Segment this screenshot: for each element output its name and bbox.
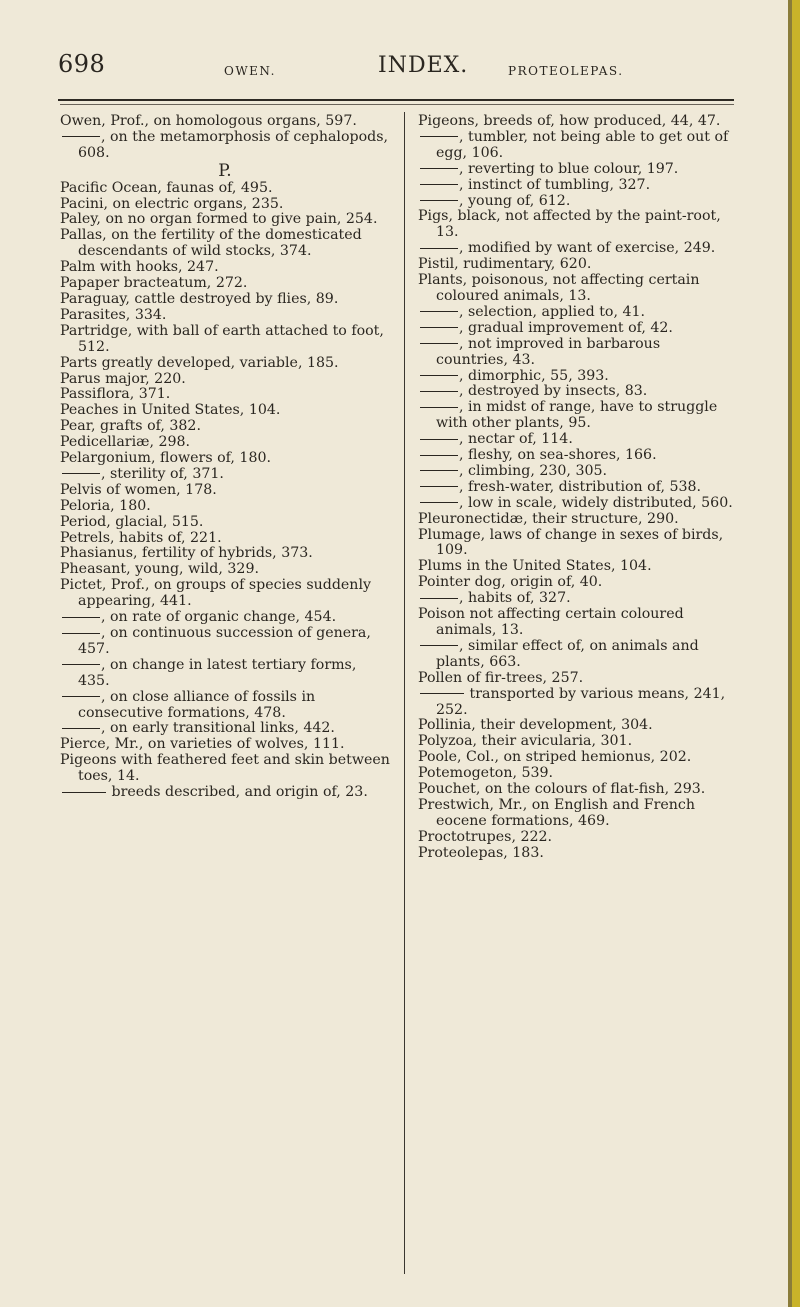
entry-text: Pictet, Prof., on groups of species suddenly appearing, 441. — [60, 577, 371, 610]
entry-text: , reverting to blue colour, 197. — [459, 160, 679, 177]
repeat-dash — [420, 327, 458, 328]
entry-text: , gradual improvement of, 42. — [459, 319, 673, 336]
index-entry — [60, 419, 390, 435]
index-entry — [60, 181, 390, 197]
index-entry — [418, 718, 736, 734]
index-entry — [60, 753, 390, 785]
index-entry — [418, 846, 736, 862]
entry-text: , similar effect of, on animals and plants, 663. — [436, 637, 699, 670]
repeat-dash — [420, 168, 458, 169]
repeat-dash — [420, 200, 458, 201]
index-entry — [418, 750, 736, 766]
repeat-dash — [420, 375, 458, 376]
repeat-dash — [420, 407, 458, 408]
entry-text: Proctotrupes, 222. — [418, 828, 553, 845]
entry-text: , on early transitional links, 442. — [101, 720, 335, 737]
index-entry — [418, 528, 736, 560]
entry-text: , tumbler, not being able to get out of egg, 106. — [436, 128, 729, 161]
index-entry — [418, 734, 736, 750]
index-entry — [60, 292, 390, 308]
repeat-dash — [420, 391, 458, 392]
column-divider — [404, 112, 405, 1274]
index-subentry — [418, 241, 736, 257]
entry-text: Pallas, on the fertility of the domesticated descendants of wild stocks, 374. — [60, 227, 362, 260]
entry-text: Peaches in United States, 104. — [60, 402, 281, 419]
entry-text: Plumage, laws of change in sexes of birds, 109. — [418, 526, 724, 559]
entry-text: Pedicellariæ, 298. — [60, 434, 191, 451]
entry-text: Passiflora, 371. — [60, 386, 171, 403]
index-subentry — [418, 305, 736, 321]
entry-text: , on continuous succession of genera, 457. — [78, 625, 371, 657]
index-column-left — [60, 114, 390, 801]
entry-text: Prestwich, Mr., on English and French eocene formations, 469. — [418, 796, 695, 829]
entry-text: , instinct of tumbling, 327. — [459, 176, 651, 193]
entry-text: , on the metamorphosis of cephalopods, 608. — [78, 128, 389, 161]
repeat-dash — [62, 664, 100, 665]
index-entry — [60, 737, 390, 753]
entry-text: , fleshy, on sea-shores, 166. — [459, 447, 657, 464]
header-rule — [58, 99, 734, 101]
entry-text: , modified by want of exercise, 249. — [459, 240, 716, 257]
index-entry — [60, 114, 390, 130]
index-entry — [60, 578, 390, 610]
entry-text: Pollinia, their development, 304. — [418, 717, 653, 734]
index-entry — [60, 387, 390, 403]
index-entry — [418, 512, 736, 528]
index-subentry — [418, 384, 736, 400]
header-rule-thin — [60, 104, 734, 105]
entry-text: Period, glacial, 515. — [60, 513, 204, 530]
entry-text: , habits of, 327. — [459, 590, 571, 607]
entry-text: Pheasant, young, wild, 329. — [60, 561, 259, 578]
index-subentry — [60, 690, 390, 722]
entry-text: , nectar of, 114. — [459, 431, 573, 448]
index-entry — [418, 830, 736, 846]
entry-text: Pigs, black, not affected by the paint-root, 13. — [418, 208, 721, 241]
entry-text: Proteolepas, 183. — [418, 844, 544, 861]
entry-text: Palm with hooks, 247. — [60, 259, 219, 276]
index-entry — [60, 197, 390, 213]
page-number: 698 — [58, 50, 106, 78]
entry-text: Pacific Ocean, faunas of, 495. — [60, 179, 273, 196]
repeat-dash — [420, 693, 464, 694]
index-subentry — [60, 626, 390, 658]
index-subentry — [418, 496, 736, 512]
index-subentry — [418, 369, 736, 385]
entry-text: Phasianus, fertility of hybrids, 373. — [60, 545, 313, 562]
index-entry — [60, 562, 390, 578]
index-entry — [60, 499, 390, 515]
index-entry — [60, 372, 390, 388]
repeat-dash — [420, 486, 458, 487]
index-entry — [60, 260, 390, 276]
entry-text: , on change in latest tertiary forms, 435. — [78, 656, 357, 689]
index-entry — [60, 515, 390, 531]
index-subentry — [418, 162, 736, 178]
entry-text: Pelvis of women, 178. — [60, 481, 217, 498]
repeat-dash — [420, 343, 458, 344]
index-entry — [418, 257, 736, 273]
index-subentry — [60, 658, 390, 690]
index-subentry — [418, 194, 736, 210]
entry-text: Pleuronectidæ, their structure, 290. — [418, 510, 679, 527]
entry-text: , young of, 612. — [459, 192, 571, 209]
entry-text: Pierce, Mr., on varieties of wolves, 111. — [60, 736, 345, 753]
index-entry — [418, 798, 736, 830]
index-entry — [60, 483, 390, 499]
index-entry — [60, 212, 390, 228]
index-entry — [418, 559, 736, 575]
entry-text: , dimorphic, 55, 393. — [459, 367, 609, 384]
left-running-head: OWEN. — [224, 64, 276, 78]
repeat-dash — [420, 598, 458, 599]
index-entry — [418, 782, 736, 798]
entry-text: , sterility of, 371. — [101, 465, 224, 482]
entry-text: transported by various means, 241, 252. — [436, 685, 726, 718]
entry-text: Pouchet, on the colours of flat-fish, 293. — [418, 781, 706, 798]
entry-text: , selection, applied to, 41. — [459, 303, 646, 320]
repeat-dash — [62, 473, 100, 474]
index-subentry — [418, 464, 736, 480]
entry-text: Pelargonium, flowers of, 180. — [60, 450, 272, 467]
index-subentry — [418, 687, 736, 719]
entry-text: , low in scale, widely distributed, 560. — [459, 494, 733, 511]
index-entry — [60, 324, 390, 356]
repeat-dash — [420, 470, 458, 471]
repeat-dash — [62, 696, 100, 697]
right-running-head: PROTEOLEPAS. — [508, 64, 624, 78]
entry-text: Pistil, rudimentary, 620. — [418, 256, 592, 273]
entry-text: Polyzoa, their avicularia, 301. — [418, 733, 633, 750]
index-subentry — [60, 721, 390, 737]
index-subentry — [418, 432, 736, 448]
index-entry — [418, 273, 736, 305]
repeat-dash — [420, 645, 458, 646]
index-entry — [60, 451, 390, 467]
entry-text: Pointer dog, origin of, 40. — [418, 574, 603, 591]
index-subentry — [418, 337, 736, 369]
repeat-dash — [62, 728, 100, 729]
repeat-dash — [62, 136, 100, 137]
entry-text: Pigeons with feathered feet and skin between toes, 14. — [60, 752, 390, 785]
entry-text: Owen, Prof., on homologous organs, 597. — [60, 113, 357, 129]
index-subentry — [60, 785, 390, 801]
entry-text: Partridge, with ball of earth attached to foot, 512. — [60, 322, 384, 355]
index-entry — [60, 403, 390, 419]
index-entry — [60, 356, 390, 372]
index-subentry — [418, 639, 736, 671]
index-subentry — [418, 400, 736, 432]
index-subentry — [418, 480, 736, 496]
book-edge — [788, 0, 800, 1307]
index-entry — [60, 435, 390, 451]
repeat-dash — [62, 792, 106, 793]
index-entry — [418, 671, 736, 687]
entry-text: breeds described, and origin of, 23. — [107, 784, 368, 801]
entry-text: , not improved in barbarous countries, 43. — [436, 335, 661, 368]
entry-text: Petrels, habits of, 221. — [60, 529, 222, 546]
index-entry — [418, 209, 736, 241]
index-entry — [60, 228, 390, 260]
entry-text: Parasites, 334. — [60, 306, 167, 323]
index-subentry — [60, 610, 390, 626]
entry-text: Pacini, on electric organs, 235. — [60, 195, 284, 212]
repeat-dash — [420, 136, 458, 137]
index-subentry — [60, 467, 390, 483]
index-column-right — [418, 114, 736, 862]
entry-text: Parus major, 220. — [60, 370, 186, 387]
entry-text: Pear, grafts of, 382. — [60, 418, 201, 435]
entry-text: Peloria, 180. — [60, 497, 151, 514]
repeat-dash — [62, 617, 100, 618]
repeat-dash — [420, 502, 458, 503]
index-entry — [60, 531, 390, 547]
entry-text: , destroyed by insects, 83. — [459, 383, 648, 400]
repeat-dash — [420, 311, 458, 312]
entry-text: Plants, poisonous, not affecting certain coloured animals, 13. — [418, 272, 700, 304]
entry-text: Poole, Col., on striped hemionus, 202. — [418, 749, 692, 766]
entry-text: Paley, on no organ formed to give pain, 254. — [60, 211, 378, 228]
repeat-dash — [420, 455, 458, 456]
entry-text: , climbing, 230, 305. — [459, 462, 608, 479]
entry-text: Papaper bracteatum, 272. — [60, 275, 248, 292]
index-entry — [60, 276, 390, 292]
repeat-dash — [420, 248, 458, 249]
page-title: INDEX. — [378, 53, 469, 78]
entry-text: Paraguay, cattle destroyed by flies, 89. — [60, 290, 339, 307]
repeat-dash — [62, 633, 100, 634]
index-entry — [418, 766, 736, 782]
index-subentry — [418, 448, 736, 464]
entry-text: Pigeons, breeds of, how produced, 44, 47. — [418, 113, 721, 129]
index-subentry — [418, 321, 736, 337]
entry-text: , fresh-water, distribution of, 538. — [459, 478, 702, 495]
repeat-dash — [420, 439, 458, 440]
index-entry — [60, 546, 390, 562]
index-subentry — [418, 130, 736, 162]
index-subentry — [418, 178, 736, 194]
entry-text: Plums in the United States, 104. — [418, 558, 652, 575]
entry-text: Potemogeton, 539. — [418, 765, 554, 782]
repeat-dash — [420, 184, 458, 185]
index-entry — [418, 114, 736, 130]
entry-text: Poison not affecting certain coloured animals, 13. — [418, 606, 684, 638]
index-entry — [418, 575, 736, 591]
index-entry — [418, 607, 736, 639]
index-subentry — [418, 591, 736, 607]
entry-text: , on close alliance of fossils in consecutive formations, 478. — [78, 688, 316, 721]
entry-text: , in midst of range, have to struggle with other plants, 95. — [436, 399, 718, 432]
entry-text: , on rate of organic change, 454. — [101, 609, 337, 626]
index-subentry — [60, 130, 390, 162]
entry-text: Pollen of fir-trees, 257. — [418, 669, 584, 686]
entry-text: Parts greatly developed, variable, 185. — [60, 354, 339, 371]
index-entry — [60, 308, 390, 324]
section-letter: P. — [218, 160, 232, 181]
